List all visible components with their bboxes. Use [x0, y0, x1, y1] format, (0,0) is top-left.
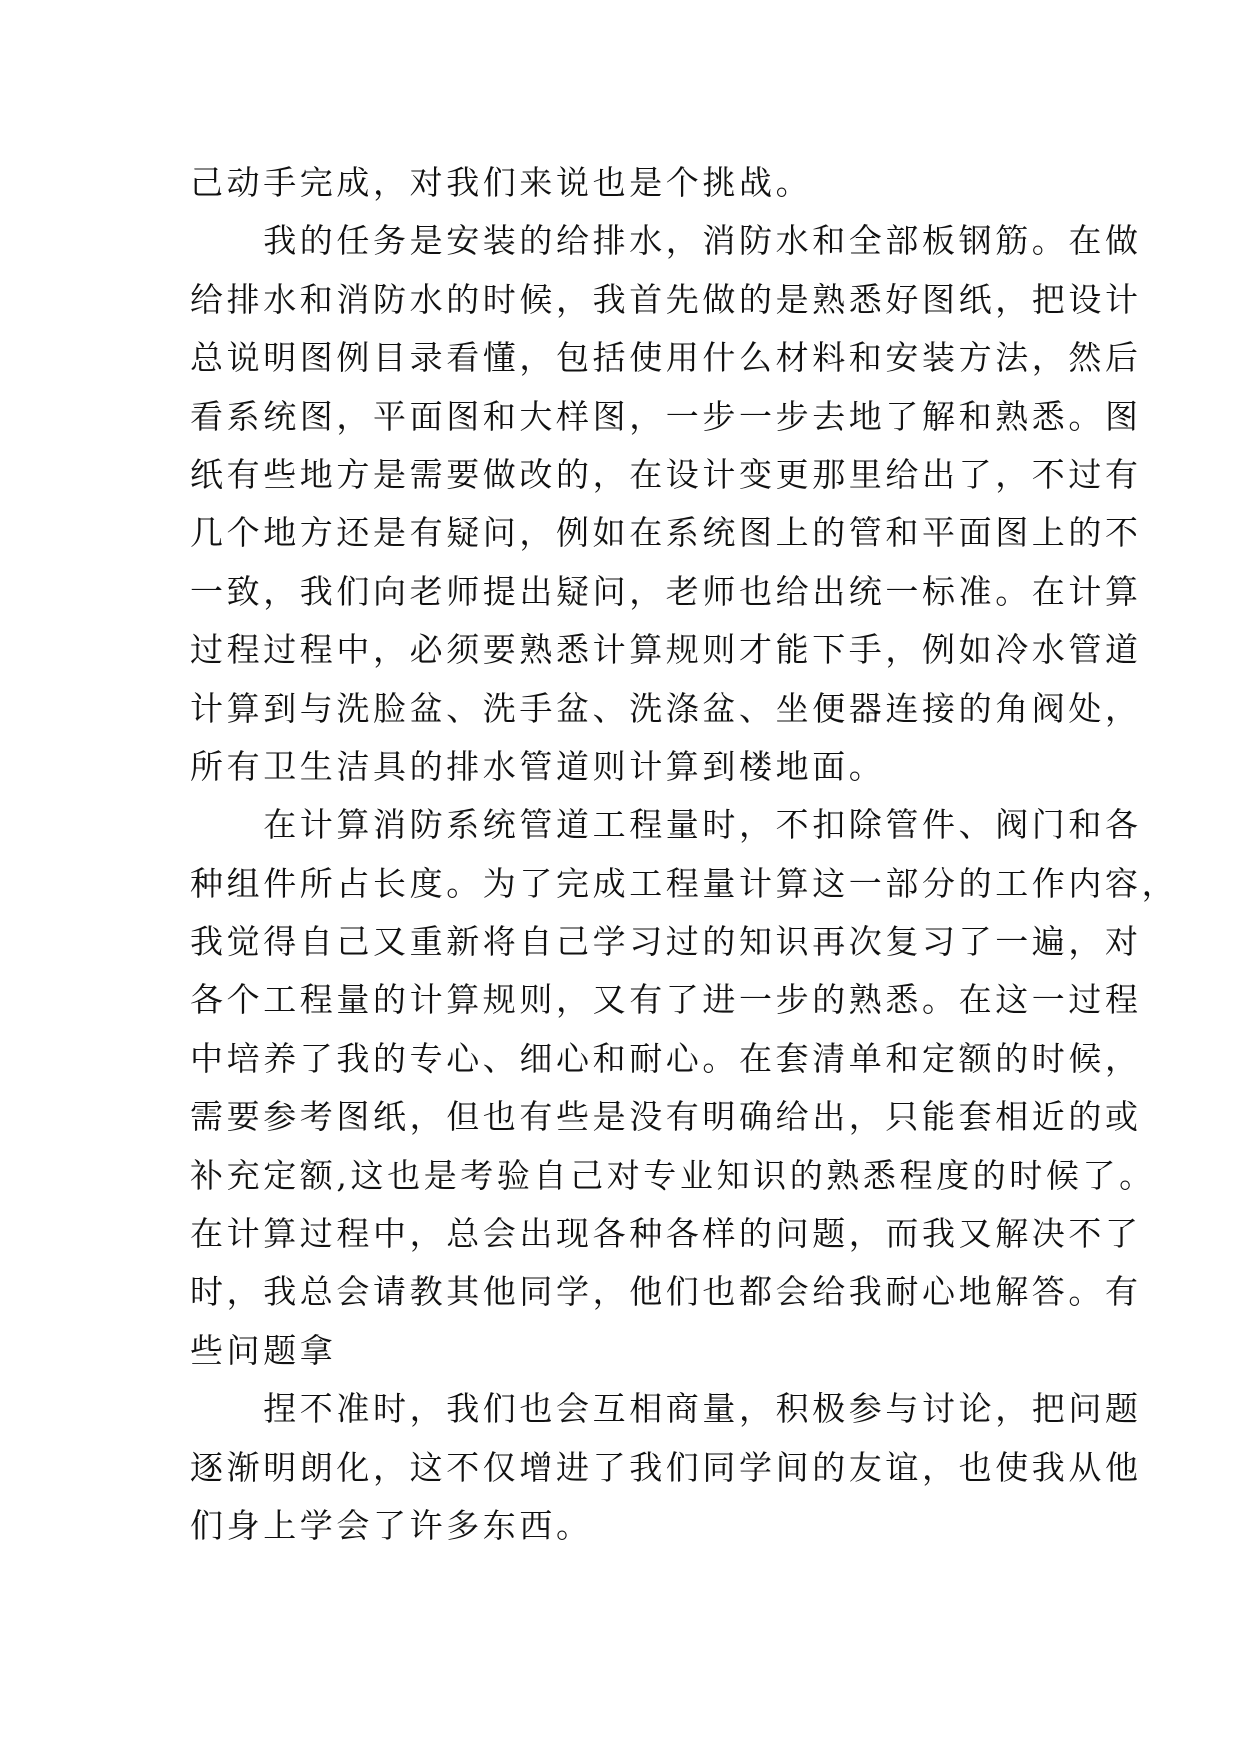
- text-line: 们身上学会了许多东西。: [190, 1505, 593, 1545]
- text-line: 需要参考图纸，但也有些是没有明确给出，只能套相近的或: [190, 1097, 1142, 1137]
- text-line: 各个工程量的计算规则，又有了进一步的熟悉。在这一过程: [190, 980, 1142, 1020]
- text-line: 我觉得自己又重新将自己学习过的知识再次复习了一遍，对: [190, 922, 1142, 962]
- text-line: 一致，我们向老师提出疑问，老师也给出统一标准。在计算: [190, 571, 1142, 611]
- text-line: 在计算消防系统管道工程量时，不扣除管件、阀门和各: [190, 805, 1142, 845]
- text-line: 总说明图例目录看懂，包括使用什么材料和安装方法，然后: [190, 338, 1142, 378]
- text-line: 些问题拿: [190, 1330, 337, 1370]
- text-line: 计算到与洗脸盆、洗手盆、洗涤盆、坐便器连接的角阀处，: [190, 688, 1142, 728]
- text-line: 过程过程中，必须要熟悉计算规则才能下手，例如冷水管道: [190, 630, 1142, 670]
- text-line: 中培养了我的专心、细心和耐心。在套清单和定额的时候，: [190, 1038, 1142, 1078]
- text-line: 所有卫生洁具的排水管道则计算到楼地面。: [190, 746, 886, 786]
- text-line: 时，我总会请教其他同学，他们也都会给我耐心地解答。有: [190, 1272, 1142, 1312]
- text-line: 捏不准时，我们也会互相商量，积极参与讨论，把问题: [190, 1389, 1142, 1429]
- body-text: [190, 154, 1179, 1555]
- text-line: 纸有些地方是需要做改的，在设计变更那里给出了，不过有: [190, 454, 1142, 494]
- text-line: 我的任务是安装的给排水，消防水和全部板钢筋。在做: [190, 221, 1142, 261]
- text-line: 几个地方还是有疑问，例如在系统图上的管和平面图上的不: [190, 513, 1142, 553]
- text-line: 给排水和消防水的时候，我首先做的是熟悉好图纸，把设计: [190, 279, 1142, 319]
- text-line: 逐渐明朗化，这不仅增进了我们同学间的友谊，也使我从他: [190, 1447, 1142, 1487]
- text-line: 看系统图，平面图和大样图，一步一步去地了解和熟悉。图: [190, 396, 1142, 436]
- text-line: 己动手完成，对我们来说也是个挑战。: [190, 163, 813, 202]
- text-line: 种组件所占长度。为了完成工程量计算这一部分的工作内容，: [190, 863, 1179, 903]
- text-line: 在计算过程中，总会出现各种各样的问题，而我又解决不了: [190, 1214, 1142, 1254]
- text-line: 补充定额,这也是考验自己对专业知识的熟悉程度的时候了。: [190, 1155, 1156, 1195]
